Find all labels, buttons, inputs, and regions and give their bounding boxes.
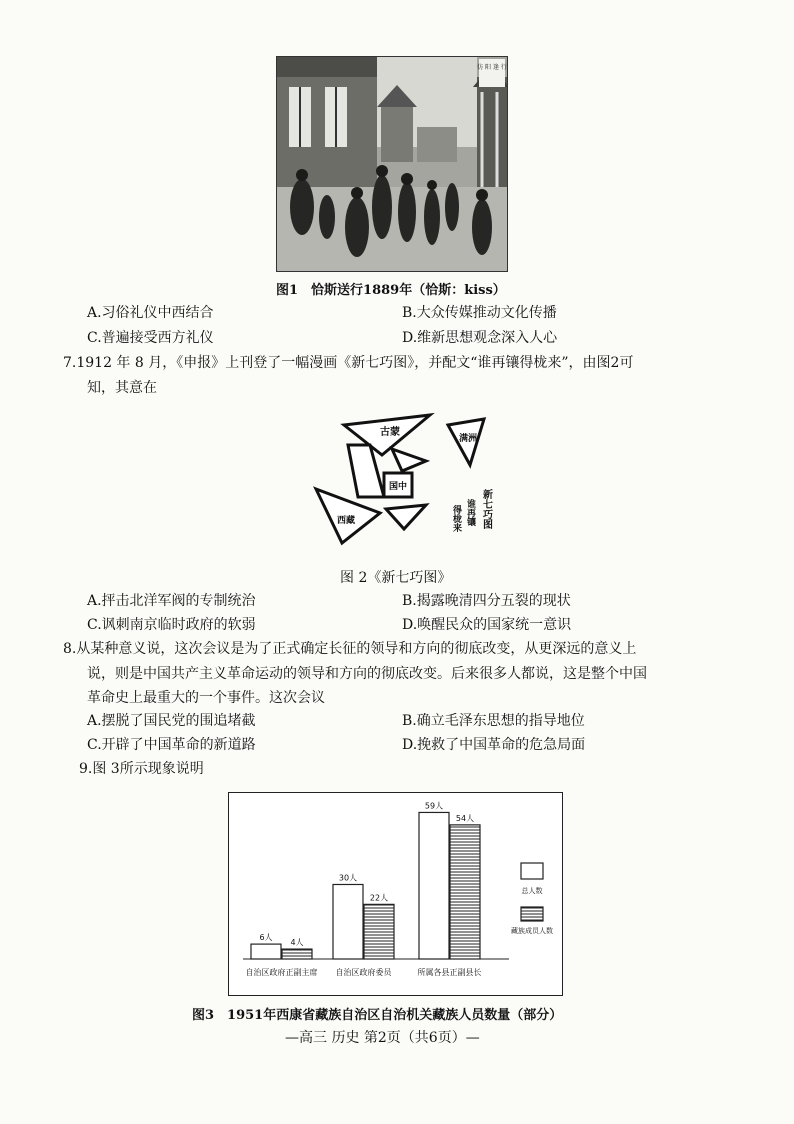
figure3-chart-frame <box>228 792 563 996</box>
tangram-label-tibet: 西藏 <box>336 516 356 526</box>
tangram-label-manchuria: 满洲 <box>458 434 478 444</box>
q7-option-c: C.讽刺南京临时政府的软弱 <box>87 617 256 633</box>
data-label-total-2: 30人 <box>338 873 358 883</box>
q7-option-d: D.唤醒民众的国家统一意识 <box>402 617 572 633</box>
page-footer: —高三 历史 第2页（共6页）— <box>285 1030 480 1046</box>
tangram-label-mongolia: 古蒙 <box>380 427 400 438</box>
q7-stem-line1: 7.1912 年 8 月，《申报》上刊登了一幅漫画《新七巧图》，并配文“谁再镶得栊来”，由图2可 <box>63 355 634 371</box>
figure2-subtitle-column1: 谁再镶 <box>465 499 475 526</box>
q8-stem-line1: 8.从某种意义说，这次会议是为了正式确定长征的领导和方向的彻底改变，从更深远的意义上 <box>63 641 637 657</box>
legend-label-total: 总人数 <box>521 887 543 895</box>
data-label-total-1: 6人 <box>259 933 273 943</box>
figure3-bar-chart <box>229 793 562 995</box>
q6-option-b: B.大众传媒推动文化传播 <box>402 305 557 321</box>
figure1-inscription: 仿 阳 逢 行 <box>477 64 507 71</box>
q8-stem-line2: 说，则是中国共产主义革命运动的领导和方向的彻底改变。后来很多人都说，这是整个中国 <box>87 666 647 682</box>
data-label-tibetan-2: 22人 <box>369 893 389 903</box>
q6-option-a: A.习俗礼仪中西结合 <box>87 305 214 321</box>
data-label-tibetan-1: 4人 <box>290 938 304 948</box>
tangram-piece-medium-triangle <box>386 505 426 529</box>
category-label-2: 自治区政府委员 <box>335 968 392 977</box>
bar-total-3 <box>419 812 449 959</box>
q8-option-b: B.确立毛泽东思想的指导地位 <box>402 713 585 729</box>
tangram-piece-small-triangle <box>392 449 426 471</box>
figure3-caption: 图3 1951年西康省藏族自治区自治机关藏族人员数量（部分） <box>192 1008 563 1023</box>
legend-swatch-total <box>521 863 543 879</box>
category-label-1: 自治区政府正副主席 <box>245 968 318 977</box>
q8-stem-line3: 革命史上最重大的一个事件。这次会议 <box>87 690 325 706</box>
data-label-tibetan-3: 54人 <box>455 813 475 823</box>
bar-tibetan-3 <box>450 825 480 959</box>
figure2-cartoon <box>308 405 504 557</box>
figure2-caption: 图 2《新七巧图》 <box>340 570 452 586</box>
bar-total-1 <box>251 944 281 959</box>
q7-option-b: B.揭露晚清四分五裂的现状 <box>402 593 571 609</box>
bar-tibetan-1 <box>282 949 312 959</box>
legend-swatch-tibetan <box>521 907 543 921</box>
q9-stem: 9.图 3所示现象说明 <box>79 761 204 777</box>
figure1-illustration <box>276 56 508 272</box>
q8-option-c: C.开辟了中国革命的新道路 <box>87 737 256 753</box>
figure2-title-column: 新七巧图 <box>480 489 492 529</box>
data-label-total-3: 59人 <box>424 801 444 811</box>
figure2-subtitle-column2: 得栊来 <box>451 505 461 532</box>
q6-option-c: C.普遍接受西方礼仪 <box>87 330 214 346</box>
figure1-engraving <box>277 57 507 271</box>
q7-option-a: A.抨击北洋军阀的专制统治 <box>87 593 256 609</box>
tangram-label-center: 国中 <box>388 482 408 492</box>
q7-stem-line2: 知，其意在 <box>87 380 157 396</box>
bar-total-2 <box>333 884 363 959</box>
q8-option-a: A.摆脱了国民党的围追堵截 <box>87 713 256 729</box>
category-label-3: 所属各县正副县长 <box>417 968 482 977</box>
figure1-caption: 图1 恰斯送行1889年（恰斯：kiss） <box>276 283 506 298</box>
q6-option-d: D.维新思想观念深入人心 <box>402 330 558 346</box>
bar-tibetan-2 <box>364 904 394 959</box>
q8-option-d: D.挽救了中国革命的危急局面 <box>402 737 586 753</box>
legend-label-tibetan: 藏族成员人数 <box>511 927 553 935</box>
